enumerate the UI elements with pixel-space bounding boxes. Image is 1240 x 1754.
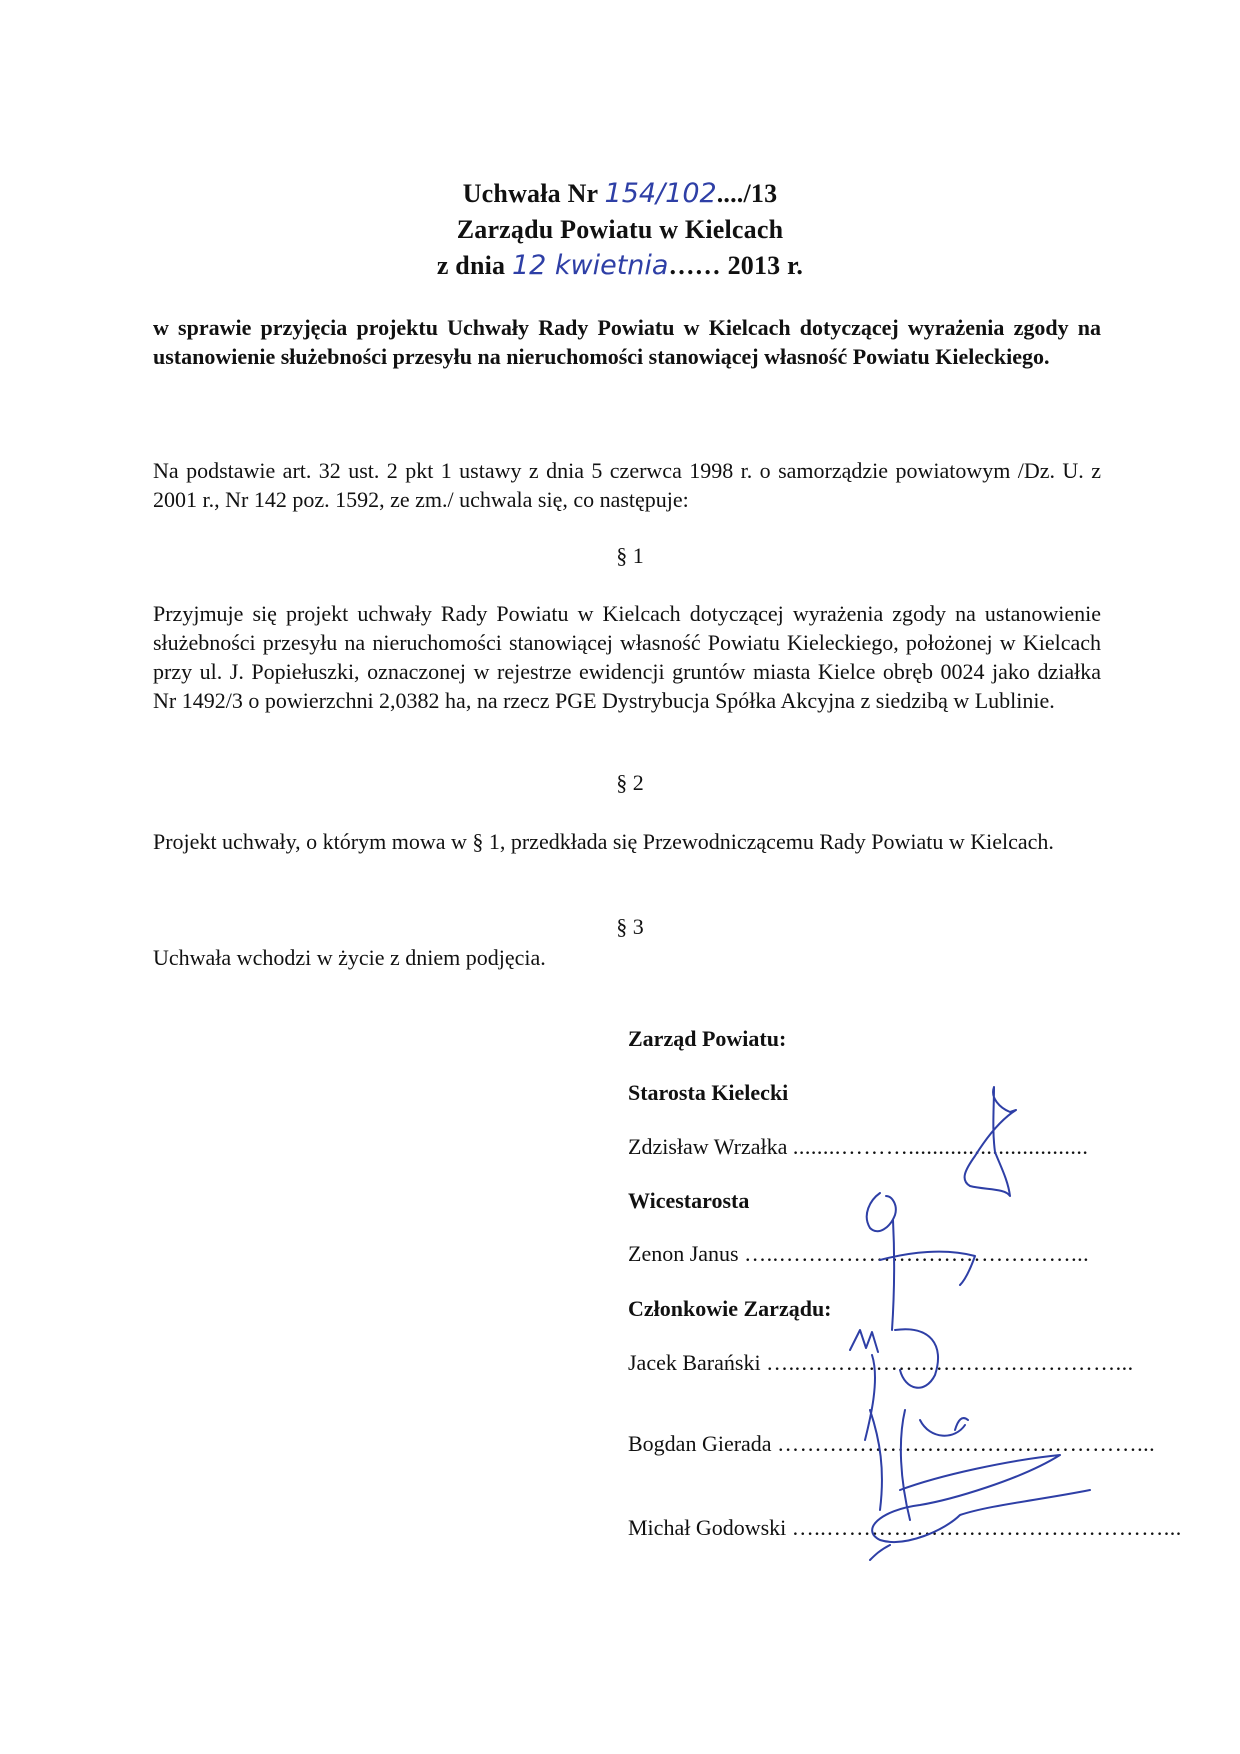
members-heading: Członkowie Zarządu: [628, 1296, 832, 1321]
resolution-subject: w sprawie przyjęcia projektu Uchwały Rady Powiatu w Kielcach dotyczącej wyrażenia zgody na ustanowienie służebności przesyłu na nieruchomości stanowiącej własność Powiatu Kieleckiego. [153, 315, 1101, 369]
date-suffix: …… 2013 r. [668, 251, 804, 280]
vice-signature-line [628, 1241, 1089, 1267]
section-3-text: Uchwała wchodzi w życie z dniem podjęcia. [153, 945, 546, 970]
vice-dots: …..…………………………………... [744, 1241, 1090, 1266]
member-1-signature-stroke [850, 1329, 938, 1440]
member-signature-line [628, 1515, 1182, 1541]
starosta-name: Zdzisław Wrzałka [628, 1134, 788, 1159]
section-2-text: Projekt uchwały, o którym mowa w § 1, przedkłada się Przewodniczącemu Rady Powiatu w Kielcach. [153, 829, 1054, 854]
issuing-authority: Zarządu Powiatu w Kielcach [456, 215, 784, 244]
title-prefix: Uchwała Nr [462, 179, 598, 208]
section-3-label: § 3 [616, 914, 644, 939]
section-1-text: Przyjmuje się projekt uchwały Rady Powiatu w Kielcach dotyczącej wyrażenia zgody na ustanowienie służebności przesyłu na nieruchomości stanowiącej własność Powiatu Kieleckiego, położonej w Kielcach przy ul. J. Popiełuszki, oznaczonej w rejestrze ewidencji gruntów miasta Kielce obręb 0024 jako działka Nr 1492/3 o powierzchni 2,0382 ha, na rzecz PGE Dystrybucja Spółka Akcyjna z siedzibą w Lublinie. [153, 601, 1101, 713]
starosta-signature-line [628, 1134, 1088, 1160]
vice-heading: Wicestarosta [628, 1188, 750, 1213]
member-name: Bogdan Gierada [628, 1431, 772, 1456]
handwritten-resolution-number: 154/102 [604, 178, 717, 209]
handwritten-date: 12 kwietnia [511, 250, 669, 281]
legal-basis: Na podstawie art. 32 ust. 2 pkt 1 ustawy z dnia 5 czerwca 1998 r. o samorządzie powiatowym /Dz. U. z 2001 r., Nr 142 poz. 1592, ze zm./ uchwala się, co następuje: [153, 458, 1101, 512]
member-dots: …..………………………………………... [791, 1515, 1182, 1540]
member-name: Michał Godowski [628, 1515, 787, 1540]
member-dots: …………………………………………... [777, 1431, 1156, 1456]
resolution-title [0, 178, 1240, 210]
member-signature-line [628, 1350, 1134, 1376]
starosta-heading: Starosta Kielecki [628, 1080, 789, 1105]
title-suffix: ..../13 [716, 179, 778, 208]
member-dots: …..……………………………………... [766, 1350, 1134, 1375]
section-2-label: § 2 [616, 770, 644, 795]
member-2-signature-stroke [870, 1410, 968, 1520]
member-name: Jacek Barański [628, 1350, 761, 1375]
vice-name: Zenon Janus [628, 1241, 739, 1266]
starosta-dots: ........……….............................. [792, 1134, 1089, 1159]
date-prefix: z dnia [436, 251, 506, 280]
member-signature-line [628, 1431, 1155, 1457]
resolution-date [0, 250, 1240, 282]
section-1-label: § 1 [616, 543, 644, 568]
board-heading: Zarząd Powiatu: [628, 1026, 787, 1051]
member-3-signature-stroke [870, 1455, 1090, 1560]
